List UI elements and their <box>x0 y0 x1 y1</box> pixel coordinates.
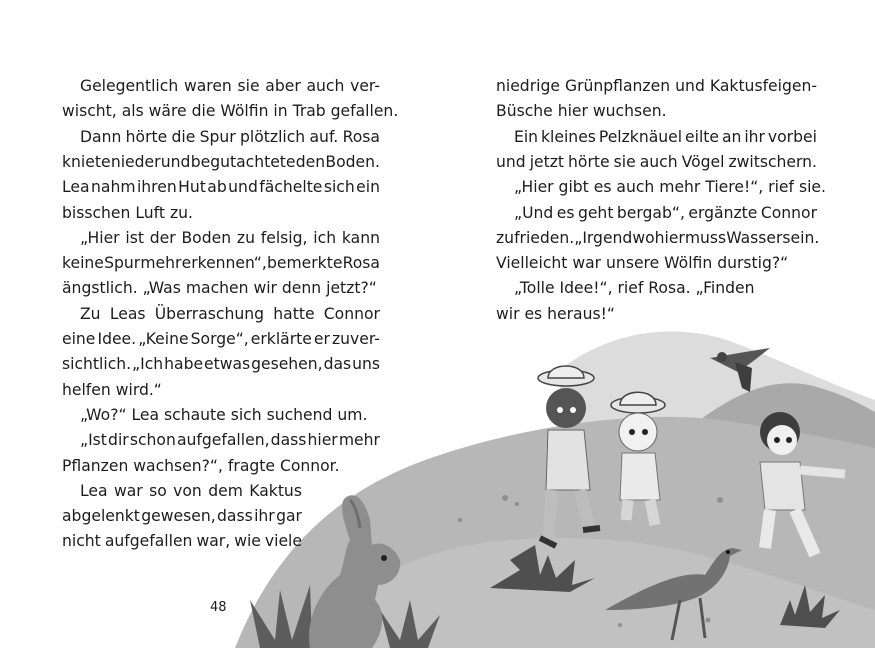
text-line: „Tolle Idee!“, rief Rosa. „Finden <box>514 279 755 298</box>
text-line: Dann hörte die Spur plötzlich auf. Rosa <box>80 127 380 146</box>
text-line: eine Idee. „Keine Sorge“, erklärte er zuver- <box>62 330 380 348</box>
text-line: niedrige Grünpflanzen und Kaktusfeigen- <box>496 77 817 95</box>
text-line: „Hier ist der Boden zu felsig, ich kann <box>80 228 380 247</box>
text-line: „Wo?“ Lea schaute sich suchend um. <box>80 405 368 424</box>
text-line: keine Spur mehr erkennen“, bemerkte Rosa <box>62 254 380 273</box>
text-line: Pflanzen wachsen?“, fragte Connor. <box>62 456 340 475</box>
text-line: wischt, als wäre die Wölfin in Trab gefallen. <box>62 102 399 121</box>
text-line: „Und es geht bergab“, ergänzte Connor <box>514 203 817 222</box>
text-line: Lea war so von dem Kaktus <box>80 481 302 500</box>
text-line: Lea nahm ihren Hut ab und fächelte sich ein <box>62 178 380 197</box>
text-line: Vielleicht war unsere Wölfin durstig?“ <box>496 254 789 273</box>
text-line: abgelenkt gewesen, dass ihr gar <box>62 507 302 526</box>
text-line: kniete nieder und begutachtete den Boden. <box>62 152 380 171</box>
text-line: „Hier gibt es auch mehr Tiere!“, rief sie. <box>514 178 826 197</box>
text-line: helfen wird.“ <box>62 380 162 399</box>
text-line: nicht aufgefallen war, wie viele <box>62 532 302 551</box>
text-line: bisschen Luft zu. <box>62 203 193 222</box>
text-line: Zu Leas Überraschung hatte Connor <box>80 304 380 323</box>
text-line: zufrieden. „Irgendwo hier muss Wasser sein. <box>496 228 820 247</box>
text-line: „Ist dir schon aufgefallen, dass hier mehr <box>80 431 380 450</box>
text-line: Büsche hier wuchsen. <box>496 102 667 121</box>
text-line: sichtlich. „Ich habe etwas gesehen, das uns <box>62 355 380 374</box>
page-number: 48 <box>210 600 227 615</box>
text-line: ängstlich. „Was machen wir denn jetzt?“ <box>62 279 377 298</box>
text-line: wir es heraus!“ <box>496 304 615 323</box>
text-line: und jetzt hörte sie auch Vögel zwitschern. <box>496 152 817 171</box>
text-line: Gelegentlich waren sie aber auch ver- <box>80 77 380 95</box>
text-line: Ein kleines Pelzknäuel eilte an ihr vorbei <box>514 127 817 146</box>
